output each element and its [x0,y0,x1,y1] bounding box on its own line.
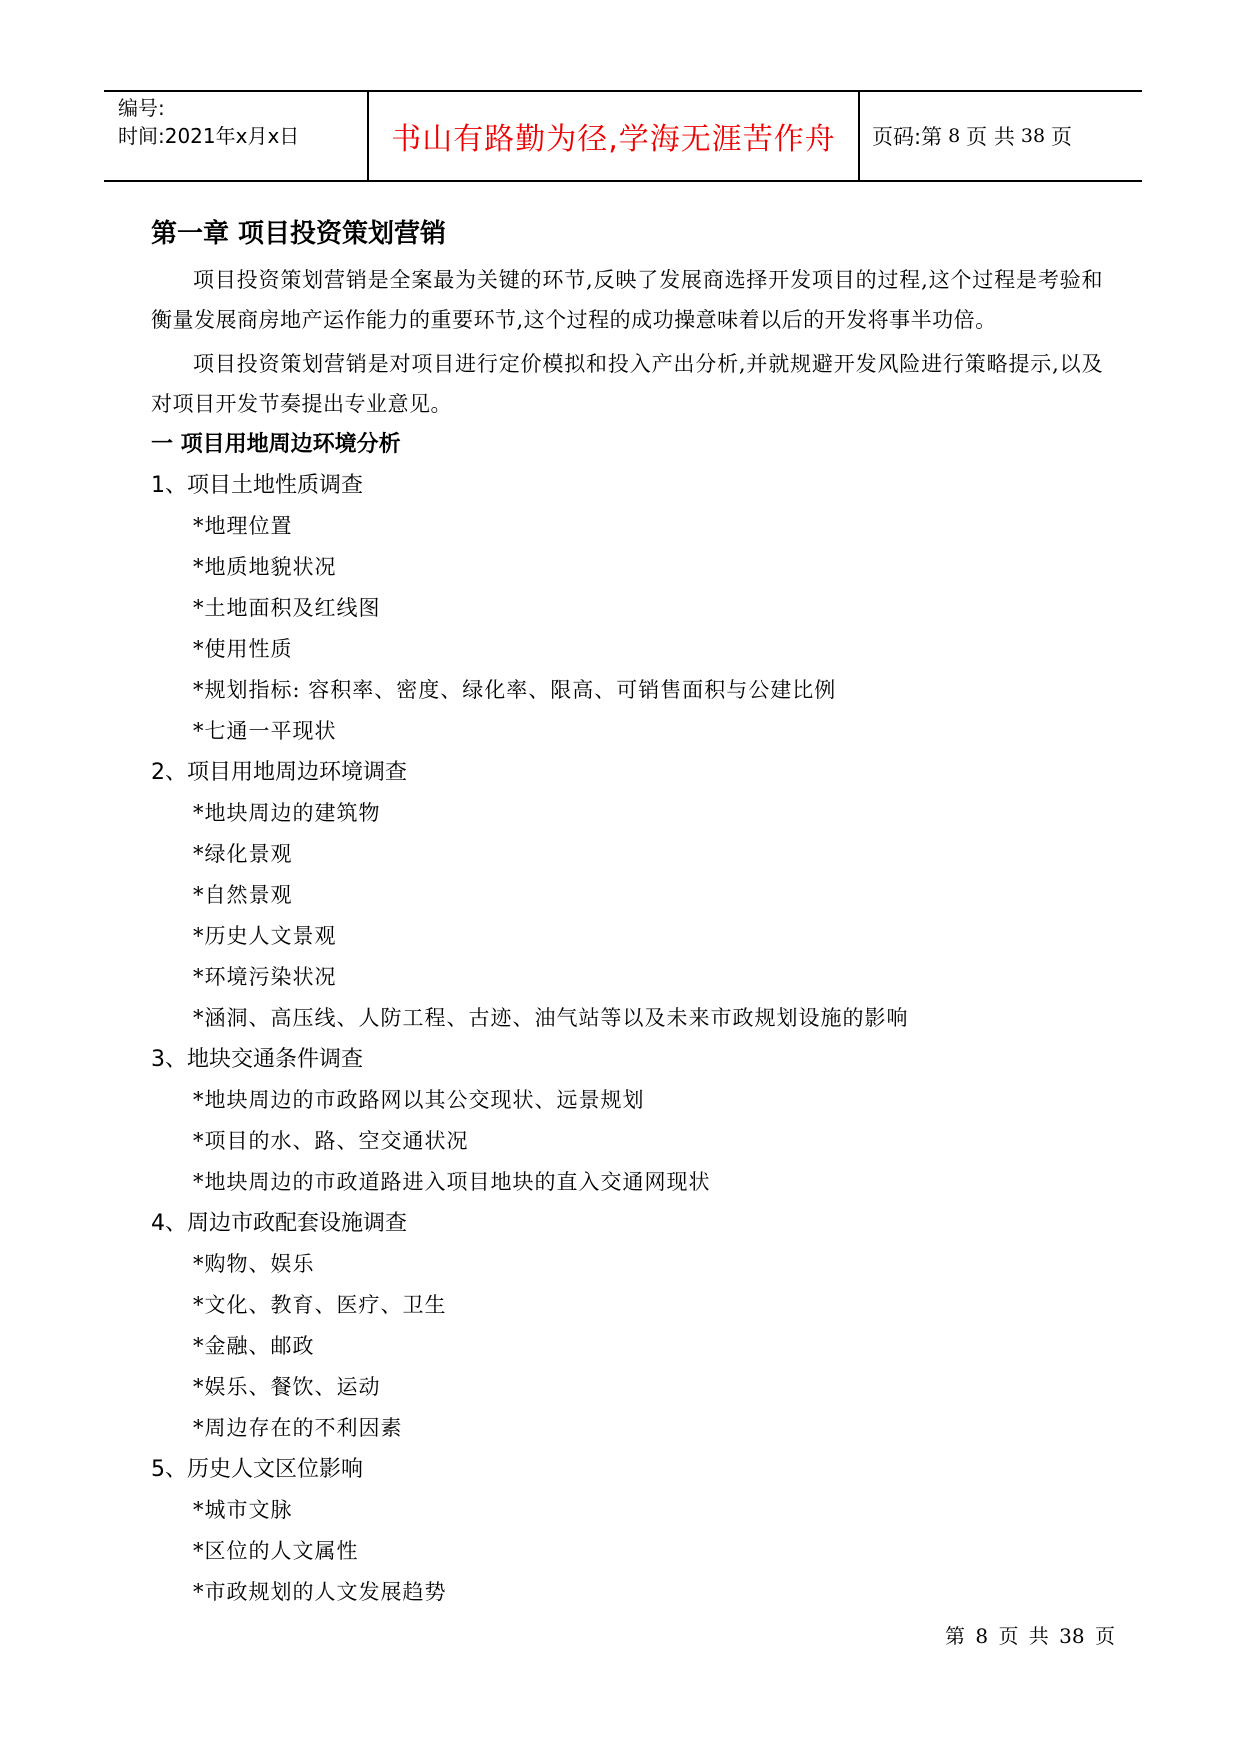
list-item: *地块周边的建筑物 [193,801,381,825]
subsection-title: 3、地块交通条件调查 [151,1047,363,1072]
list-item: *金融、邮政 [193,1334,315,1358]
list-item: *地理位置 [193,514,293,538]
header-motto-cell [369,92,860,180]
list-item: *自然景观 [193,883,293,907]
list-item: *区位的人文属性 [193,1539,359,1563]
list-item: *绿化景观 [193,842,293,866]
paragraph: 项目投资策划营销是对项目进行定价模拟和投入产出分析,并就规避开发风险进行策略提示,以及对项目开发节奏提出专业意见。 [151,352,1103,416]
list-item: *土地面积及红线图 [193,596,381,620]
page-header [104,90,1142,182]
subsection-title: 2、项目用地周边环境调查 [151,760,407,785]
list-item: *购物、娱乐 [193,1252,315,1276]
page-label: 页码:第 [872,125,943,149]
motto: 书山有路勤为径,学海无涯苦作舟 [391,122,836,157]
list-item: *文化、教育、医疗、卫生 [193,1293,447,1317]
page-total: 38 [1020,125,1046,147]
page-footer: 第 8 页 共 38 页 [945,1624,1115,1648]
paragraph: 项目投资策划营销是全案最为关键的环节,反映了发展商选择开发项目的过程,这个过程是考验和衡量发展商房地产运作能力的重要环节,这个过程的成功操意味着以后的开发将事半功倍。 [151,268,1103,332]
document-body [151,206,1103,1613]
chapter-title: 第一章 项目投资策划营销 [151,219,447,249]
header-meta [104,92,369,180]
list-item: *城市文脉 [193,1498,293,1522]
header-page-info [860,92,1142,180]
list-item: *环境污染状况 [193,965,337,989]
subsection-title: 1、项目土地性质调查 [151,473,363,498]
subsection-title: 5、历史人文区位影响 [151,1457,363,1482]
subsection-title: 4、周边市政配套设施调查 [151,1211,407,1236]
list-item: *市政规划的人文发展趋势 [193,1580,447,1604]
list-item: *娱乐、餐饮、运动 [193,1375,381,1399]
list-item: *历史人文景观 [193,924,337,948]
time-label: 时间:2021年x月x日 [118,124,300,148]
page-current: 8 [948,125,961,147]
list-item: *地块周边的市政路网以其公交现状、远景规划 [193,1088,645,1112]
page-end: 页 [1051,125,1073,149]
list-item: *地质地貌状况 [193,555,337,579]
list-item: *周边存在的不利因素 [193,1416,403,1440]
list-item: *七通一平现状 [193,719,337,743]
page-mid: 页 共 [966,125,1015,149]
list-item: *涵洞、高压线、人防工程、古迹、油气站等以及未来市政规划设施的影响 [193,1006,909,1030]
section-title: 一 项目用地周边环境分析 [151,432,401,457]
number-label: 编号: [118,96,165,120]
list-item: *使用性质 [193,637,293,661]
list-item: *规划指标: 容积率、密度、绿化率、限高、可销售面积与公建比例 [193,678,837,702]
list-item: *地块周边的市政道路进入项目地块的直入交通网现状 [193,1170,711,1194]
list-item: *项目的水、路、空交通状况 [193,1129,469,1153]
